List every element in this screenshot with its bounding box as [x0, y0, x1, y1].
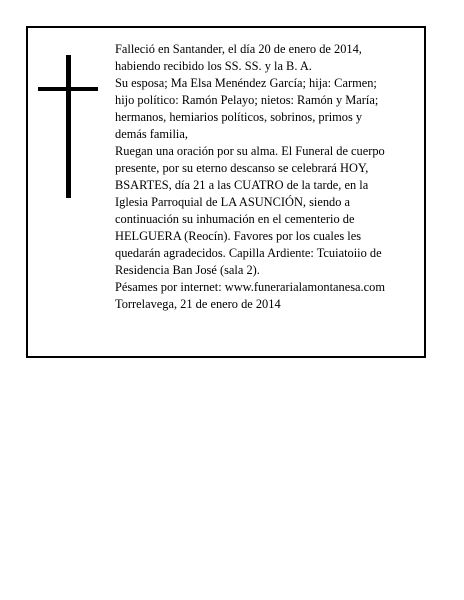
notice-line-15: Pésames por internet: www.funerarialamontanesa.com [115, 280, 385, 294]
cross-vertical-bar [66, 55, 71, 198]
notice-line-4: hijo político: Ramón Pelayo; nietos: Ramón y María; [115, 93, 379, 107]
notice-line-16: Torrelavega, 21 de enero de 2014 [115, 297, 281, 311]
obituary-notice [26, 26, 426, 358]
notice-line-2: habiendo recibido los SS. SS. y la B. A. [115, 59, 312, 73]
notice-line-12: HELGUERA (Reocín). Favores por los cuales les [115, 229, 362, 243]
notice-line-6: demás familia, [115, 127, 188, 141]
cross-icon [38, 55, 98, 198]
notice-line-8: presente, por su eterno descanso se celebrará HOY, [115, 161, 369, 175]
notice-line-14: Residencia Ban José (sala 2). [115, 263, 260, 277]
cross-horizontal-bar [38, 87, 98, 91]
notice-text [115, 41, 420, 313]
notice-line-10: Iglesia Parroquial de LA ASUNCIÓN, siendo a [115, 195, 351, 209]
notice-line-11: continuación su inhumación en el cementerio de [115, 212, 355, 226]
notice-line-5: hermanos, hemiarios políticos, sobrinos, primos y [115, 110, 363, 124]
notice-line-3: Su esposa; Ma Elsa Menéndez García; hija: Carmen; [115, 76, 377, 90]
notice-line-1: Falleció en Santander, el día 20 de enero de 2014, [115, 42, 362, 56]
notice-line-7: Ruegan una oración por su alma. El Funeral de cuerpo [115, 144, 385, 158]
notice-line-13: quedarán agradecidos. Capilla Ardiente: Tcuiatoiio de [115, 246, 382, 260]
notice-line-9: BSARTES, día 21 a las CUATRO de la tarde, en la [115, 178, 369, 192]
